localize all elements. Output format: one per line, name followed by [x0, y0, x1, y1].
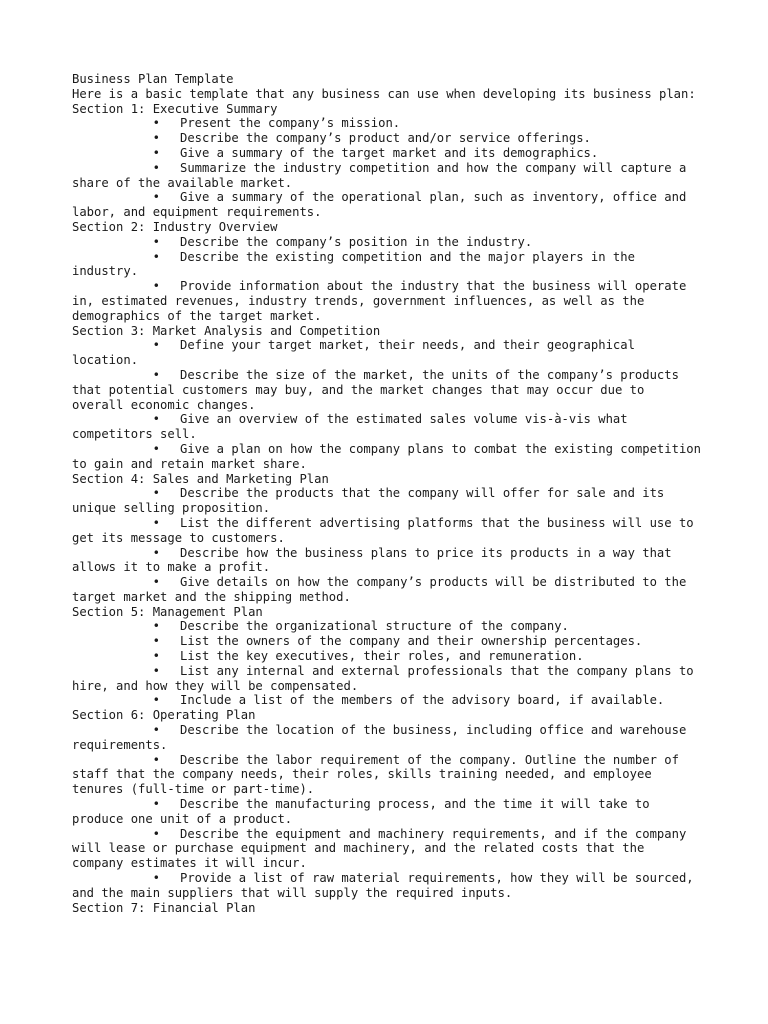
- list-item: [72, 827, 702, 871]
- list-item: [72, 693, 702, 708]
- list-item: [72, 368, 702, 412]
- list-item-text: Describe the manufacturing process, and the time it will take to produce one unit of a product.: [72, 797, 657, 826]
- list-item: [72, 412, 702, 442]
- bullet-icon: •: [152, 619, 160, 634]
- list-item: [72, 250, 702, 280]
- list-item-text: Present the company’s mission.: [180, 116, 401, 131]
- section-heading: Section 7: Financial Plan: [72, 900, 256, 915]
- bullet-icon: •: [152, 190, 160, 205]
- section-heading: Section 4: Sales and Marketing Plan: [72, 471, 329, 486]
- bullet-icon: •: [152, 338, 160, 353]
- list-item: [72, 871, 702, 901]
- bullet-icon: •: [152, 649, 160, 664]
- list-item: [72, 664, 702, 694]
- list-item-text: Describe the labor requirement of the company. Outline the number of staff that the company needs, their roles, skills training needed, and employee tenures (full-time or part-time).: [72, 752, 687, 797]
- section-heading: Section 1: Executive Summary: [72, 101, 278, 116]
- section-heading: Section 6: Operating Plan: [72, 708, 256, 723]
- bullet-icon: •: [152, 279, 160, 294]
- bullet-icon: •: [152, 797, 160, 812]
- list-item: [72, 486, 702, 516]
- bullet-icon: •: [152, 412, 160, 427]
- list-item-text: Define your target market, their needs, and their geographical location.: [72, 338, 643, 368]
- list-item-text: List the owners of the company and their ownership percentages.: [180, 634, 643, 649]
- list-item: [72, 190, 702, 220]
- bullet-icon: •: [152, 515, 160, 530]
- list-item-text: Describe the size of the market, the units of the company’s products that potential customers may buy, and the market changes that may occur due to overall economic changes.: [72, 367, 687, 412]
- list-item-text: Give a plan on how the company plans to combat the existing competition to gain and retain market share.: [72, 441, 709, 471]
- list-item-text: Describe the organizational structure of the company.: [180, 619, 569, 634]
- list-item: [72, 634, 702, 649]
- list-item: [72, 575, 702, 605]
- list-item: [72, 161, 702, 191]
- bullet-icon: •: [152, 249, 160, 264]
- bullet-icon: •: [152, 826, 160, 841]
- list-item: [72, 235, 702, 250]
- list-item-text: Provide a list of raw material requirements, how they will be sourced, and the main suppliers that will supply the required inputs.: [72, 871, 701, 900]
- bullet-icon: •: [152, 486, 160, 501]
- list-item-text: Describe the location of the business, including office and warehouse requirements.: [72, 723, 694, 752]
- list-item-text: Provide information about the industry that the business will operate in, estimated revenues, industry trends, government influences, as well as the demographics of the target market.: [72, 279, 694, 323]
- list-item-text: Summarize the industry competition and how the company will capture a share of the available market.: [72, 160, 694, 190]
- list-item-text: List the different advertising platforms that the business will use to get its message to customers.: [72, 515, 701, 545]
- list-item: [72, 516, 702, 546]
- list-item: [72, 797, 702, 827]
- sections-container: [72, 101, 709, 916]
- list-item-text: Give a summary of the operational plan, such as inventory, office and labor, and equipment requirements.: [72, 190, 694, 220]
- bullet-icon: •: [152, 234, 160, 249]
- section-heading: Section 2: Industry Overview: [72, 219, 278, 234]
- list-item-text: Describe the equipment and machinery requirements, and if the company will lease or purchase equipment and machinery, and the related costs that the company estimates it will incur.: [72, 826, 694, 871]
- list-item: [72, 441, 709, 472]
- document-title: Business Plan Template: [72, 72, 234, 86]
- list-item-text: List any internal and external professionals that the company plans to hire, and how they will be compensated.: [72, 663, 701, 693]
- bullet-icon: •: [152, 693, 160, 708]
- list-item-text: Give a summary of the target market and its demographics.: [180, 145, 599, 160]
- list-item: [72, 649, 702, 664]
- list-item: [72, 146, 702, 161]
- list-item-text: List the key executives, their roles, and remuneration.: [180, 649, 584, 664]
- bullet-icon: •: [152, 441, 160, 456]
- list-item-text: Include a list of the members of the advisory board, if available.: [180, 693, 665, 708]
- list-item-text: Describe how the business plans to price its products in a way that allows it to make a profit.: [72, 545, 679, 575]
- document-intro: Here is a basic template that any business can use when developing its business plan:: [72, 86, 696, 101]
- list-item: [72, 723, 702, 753]
- bullet-icon: •: [152, 131, 160, 146]
- list-item-text: Describe the existing competition and the major players in the industry.: [72, 249, 643, 279]
- bullet-icon: •: [152, 575, 160, 590]
- list-item-text: Describe the company’s position in the industry.: [180, 234, 533, 249]
- section-heading: Section 5: Management Plan: [72, 604, 263, 619]
- list-item-text: Give details on how the company’s products will be distributed to the target market and the shipping method.: [72, 575, 694, 604]
- bullet-icon: •: [152, 634, 160, 649]
- bullet-icon: •: [152, 116, 160, 131]
- list-item-text: Give an overview of the estimated sales volume vis-à-vis what competitors sell.: [72, 412, 635, 442]
- bullet-icon: •: [152, 723, 160, 738]
- bullet-icon: •: [152, 871, 160, 886]
- bullet-icon: •: [152, 145, 160, 160]
- document-page: [72, 72, 709, 915]
- list-item: [72, 546, 702, 576]
- list-item: [72, 279, 702, 323]
- section-heading: Section 3: Market Analysis and Competition: [72, 323, 381, 338]
- list-item: [72, 619, 702, 634]
- list-item: [72, 338, 702, 368]
- bullet-icon: •: [152, 545, 160, 560]
- list-item: [72, 116, 702, 131]
- list-item: [72, 131, 702, 146]
- bullet-icon: •: [152, 160, 160, 175]
- bullet-icon: •: [152, 752, 160, 767]
- list-item-text: Describe the company’s product and/or service offerings.: [180, 131, 591, 146]
- bullet-icon: •: [152, 663, 160, 678]
- list-item: [72, 753, 702, 797]
- bullet-icon: •: [152, 367, 160, 382]
- list-item-text: Describe the products that the company will offer for sale and its unique selling proposition.: [72, 486, 672, 516]
